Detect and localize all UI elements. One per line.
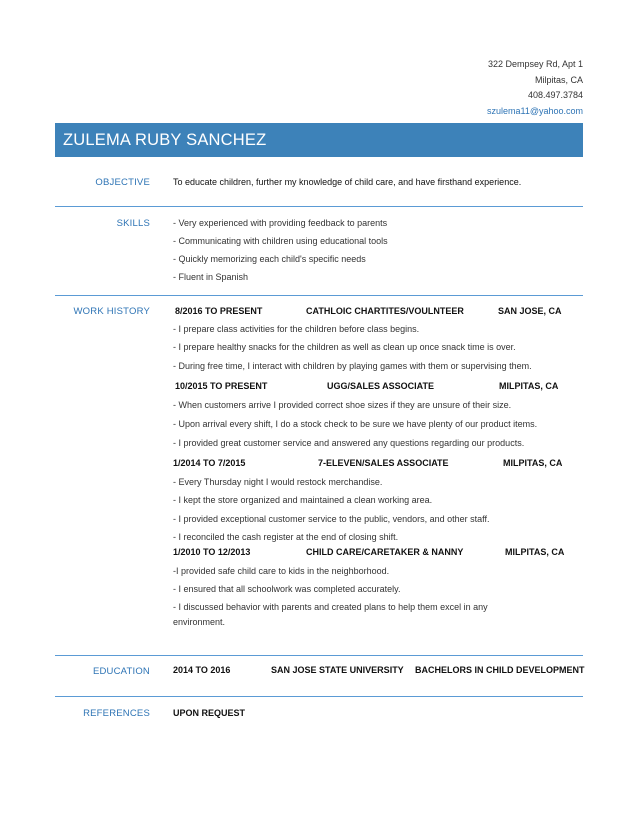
education-school: SAN JOSE STATE UNIVERSITY <box>271 665 404 675</box>
objective-text: To educate children, further my knowledge of child care, and have firsthand experience. <box>173 177 522 187</box>
job-dates: 1/2010 TO 12/2013 <box>173 547 251 557</box>
job-duty: environment. <box>173 617 226 627</box>
references-text: UPON REQUEST <box>173 708 246 718</box>
applicant-name: ZULEMA RUBY SANCHEZ <box>63 131 267 149</box>
section-divider <box>55 696 583 697</box>
job-title: UGG/SALES ASSOCIATE <box>327 381 435 391</box>
job-location: MILPITAS, CA <box>499 381 559 391</box>
education-dates: 2014 TO 2016 <box>173 665 231 675</box>
contact-email[interactable]: szulema11@yahoo.com <box>486 105 583 116</box>
job-title: 7-ELEVEN/SALES ASSOCIATE <box>318 458 449 468</box>
job-duty: - During free time, I interact with children by playing games with them or supervising them. <box>173 361 532 371</box>
skill-item: - Communicating with children using educational tools <box>173 236 388 246</box>
job-dates: 8/2016 TO PRESENT <box>175 306 263 316</box>
job-duty: - I provided exceptional customer service to the public, vendors, and other staff. <box>173 514 490 524</box>
job-title: CHILD CARE/CARETAKER & NANNY <box>306 547 464 557</box>
section-divider <box>55 295 583 296</box>
name-banner <box>55 123 583 157</box>
contact-address: 322 Dempsey Rd, Apt 1 <box>487 59 583 69</box>
job-dates: 10/2015 TO PRESENT <box>175 381 268 391</box>
education-label: EDUCATION <box>92 666 150 677</box>
job-duty: - I prepare healthy snacks for the children as well as clean up once snack time is over. <box>173 342 516 352</box>
job-duty: -I provided safe child care to kids in the neighborhood. <box>173 566 390 576</box>
job-duty: - When customers arrive I provided correct shoe sizes if they are unsure of their size. <box>173 400 512 410</box>
job-duty: - I ensured that all schoolwork was completed accurately. <box>173 584 401 594</box>
work-history-label: WORK HISTORY <box>73 306 150 317</box>
education-degree: BACHELORS IN CHILD DEVELOPMENT <box>415 665 585 675</box>
job-location: SAN JOSE, CA <box>498 306 562 316</box>
contact-phone: 408.497.3784 <box>527 90 583 100</box>
contact-block <box>487 57 583 119</box>
job-duty: - Every Thursday night I would restock merchandise. <box>173 477 383 487</box>
job-duty: - Upon arrival every shift, I do a stock check to be sure we have plenty of our product items. <box>173 419 538 429</box>
job-duty: - I prepare class activities for the children before class begins. <box>173 324 420 334</box>
contact-city: Milpitas, CA <box>534 74 583 85</box>
objective-label: OBJECTIVE <box>95 177 150 188</box>
skill-item: - Fluent in Spanish <box>173 272 249 282</box>
skill-item: - Quickly memorizing each child's specific needs <box>173 254 366 264</box>
job-duty: - I discussed behavior with parents and created plans to help them excel in any <box>173 602 488 612</box>
job-title: CATHLOIC CHARTITES/VOULNTEER <box>306 306 464 316</box>
section-divider <box>55 206 583 207</box>
job-duty: - I kept the store organized and maintained a clean working area. <box>173 495 433 505</box>
job-duty: - I provided great customer service and answered any questions regarding our products. <box>173 438 525 448</box>
references-label: REFERENCES <box>83 708 150 719</box>
skills-label: SKILLS <box>116 218 150 229</box>
job-location: MILPITAS, CA <box>505 547 565 557</box>
section-divider <box>55 655 583 656</box>
skill-item: - Very experienced with providing feedback to parents <box>173 218 388 228</box>
job-duty: - I reconciled the cash register at the end of closing shift. <box>173 532 399 542</box>
job-dates: 1/2014 TO 7/2015 <box>173 458 246 468</box>
job-location: MILPITAS, CA <box>503 458 563 468</box>
